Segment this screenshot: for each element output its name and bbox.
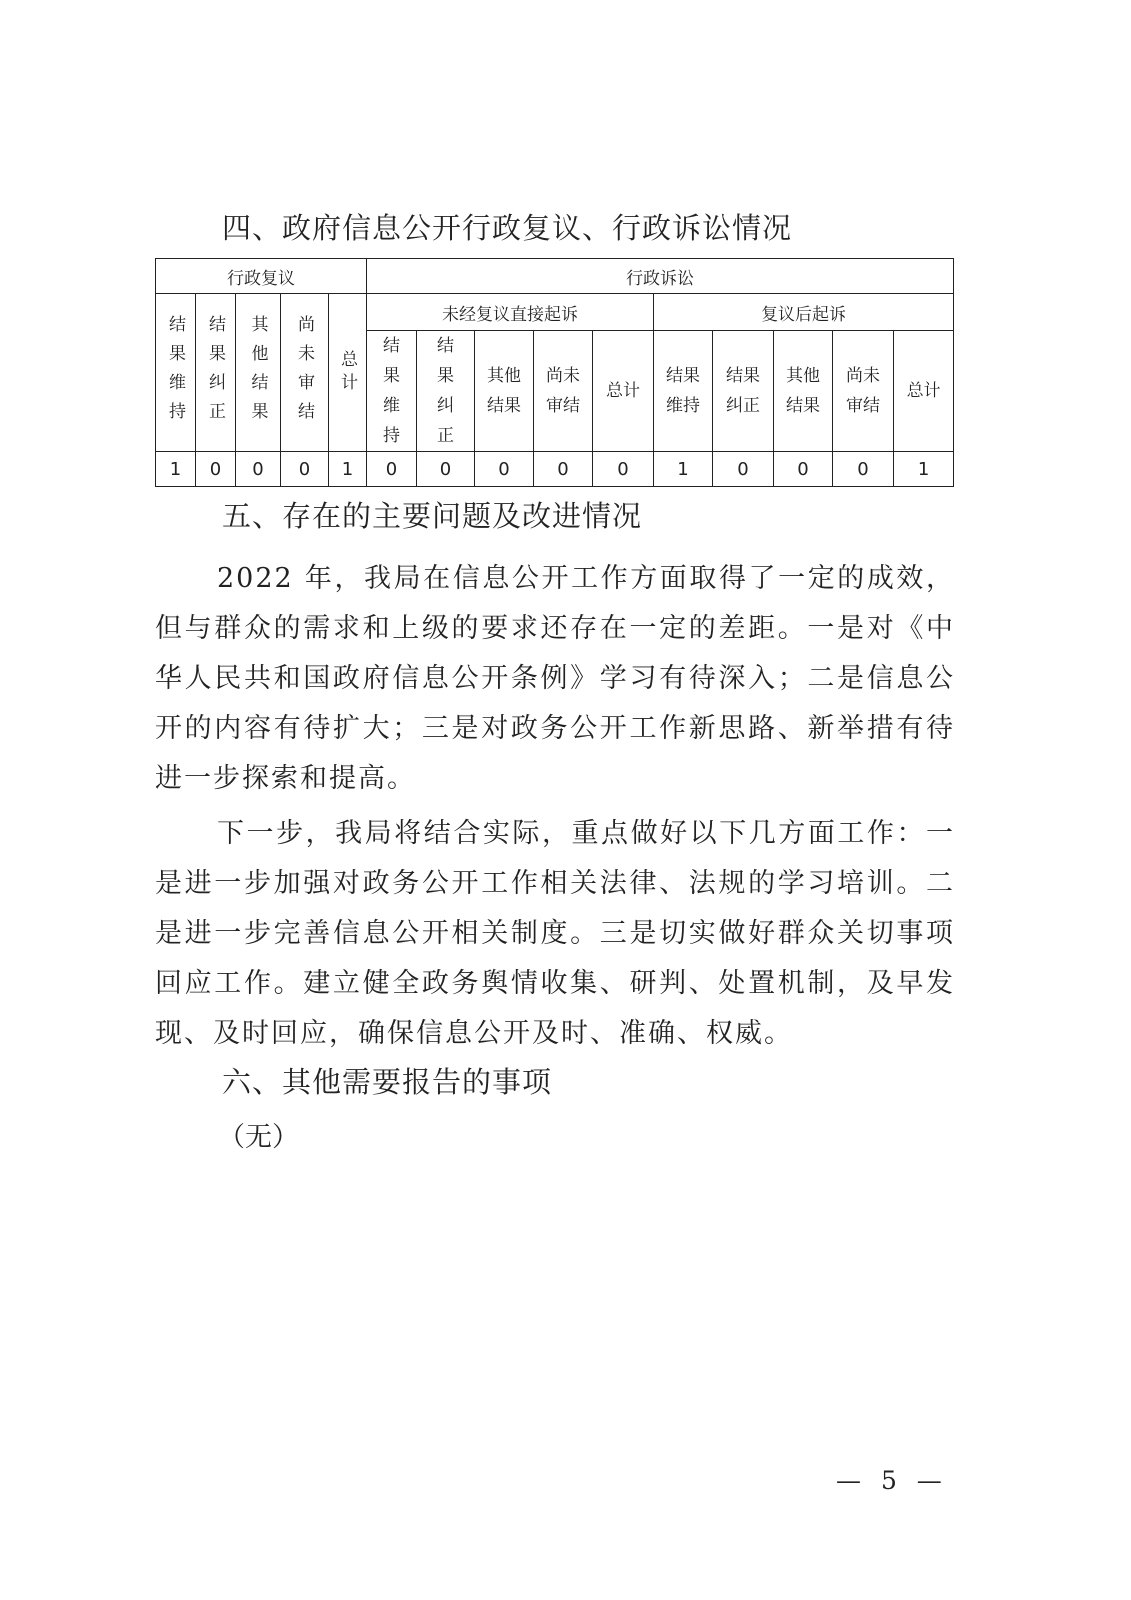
subgroup-header-after: 复议后起诉 xyxy=(654,294,954,331)
after-value: 0 xyxy=(833,452,894,487)
section-6-content: （无） xyxy=(218,1122,299,1153)
direct-value: 0 xyxy=(475,452,534,487)
direct-col-header: 其他结果 xyxy=(475,331,534,452)
review-value: 0 xyxy=(236,452,281,487)
review-col-header: 结果纠正 xyxy=(196,294,236,452)
direct-col-header: 结果维持 xyxy=(367,331,417,452)
after-col-header: 结果维持 xyxy=(654,331,713,452)
after-col-header: 结果纠正 xyxy=(713,331,774,452)
direct-value: 0 xyxy=(593,452,654,487)
review-value: 0 xyxy=(196,452,236,487)
section-4-heading: 四、政府信息公开行政复议、行政诉讼情况 xyxy=(222,211,793,245)
direct-value: 0 xyxy=(417,452,475,487)
section-5-paragraph-1: 2022 年，我局在信息公开工作方面取得了一定的成效，但与群众的需求和上级的要求还存在一定的差距。一是对《中华人民共和国政府信息公开条例》学习有待深入；二是信息公开的内容有待扩大；三是对政务公开工作新思路、新举措有待进一步探索和提高。 xyxy=(155,563,955,794)
after-col-header: 尚未审结 xyxy=(833,331,894,452)
section-5-heading: 五、存在的主要问题及改进情况 xyxy=(222,499,643,533)
after-value: 1 xyxy=(654,452,713,487)
review-value: 1 xyxy=(329,452,367,487)
direct-col-header: 结果纠正 xyxy=(417,331,475,452)
group-header-review: 行政复议 xyxy=(156,259,367,294)
review-litigation-table xyxy=(155,258,954,487)
review-col-header: 其他结果 xyxy=(236,294,281,452)
review-col-header: 尚未审结 xyxy=(281,294,329,452)
direct-col-header: 尚未审结 xyxy=(534,331,593,452)
review-col-header: 总计 xyxy=(329,294,367,452)
review-value: 0 xyxy=(281,452,329,487)
review-col-header: 结果维持 xyxy=(156,294,196,452)
after-col-header: 总计 xyxy=(894,331,954,452)
direct-value: 0 xyxy=(534,452,593,487)
section-5-paragraph-2: 下一步，我局将结合实际，重点做好以下几方面工作：一是进一步加强对政务公开工作相关法律、法规的学习培训。二是进一步完善信息公开相关制度。三是切实做好群众关切事项回应工作。建立健全政务舆情收集、研判、处置机制，及早发现、及时回应，确保信息公开及时、准确、权威。 xyxy=(155,818,955,1049)
after-value: 0 xyxy=(774,452,833,487)
after-value: 0 xyxy=(713,452,774,487)
direct-value: 0 xyxy=(367,452,417,487)
after-value: 1 xyxy=(894,452,954,487)
review-value: 1 xyxy=(156,452,196,487)
section-6-heading: 六、其他需要报告的事项 xyxy=(222,1065,553,1099)
page-number: — 5 — xyxy=(836,1466,948,1495)
subgroup-header-direct: 未经复议直接起诉 xyxy=(367,294,654,331)
after-col-header: 其他结果 xyxy=(774,331,833,452)
group-header-litigation: 行政诉讼 xyxy=(367,259,954,294)
direct-col-header: 总计 xyxy=(593,331,654,452)
